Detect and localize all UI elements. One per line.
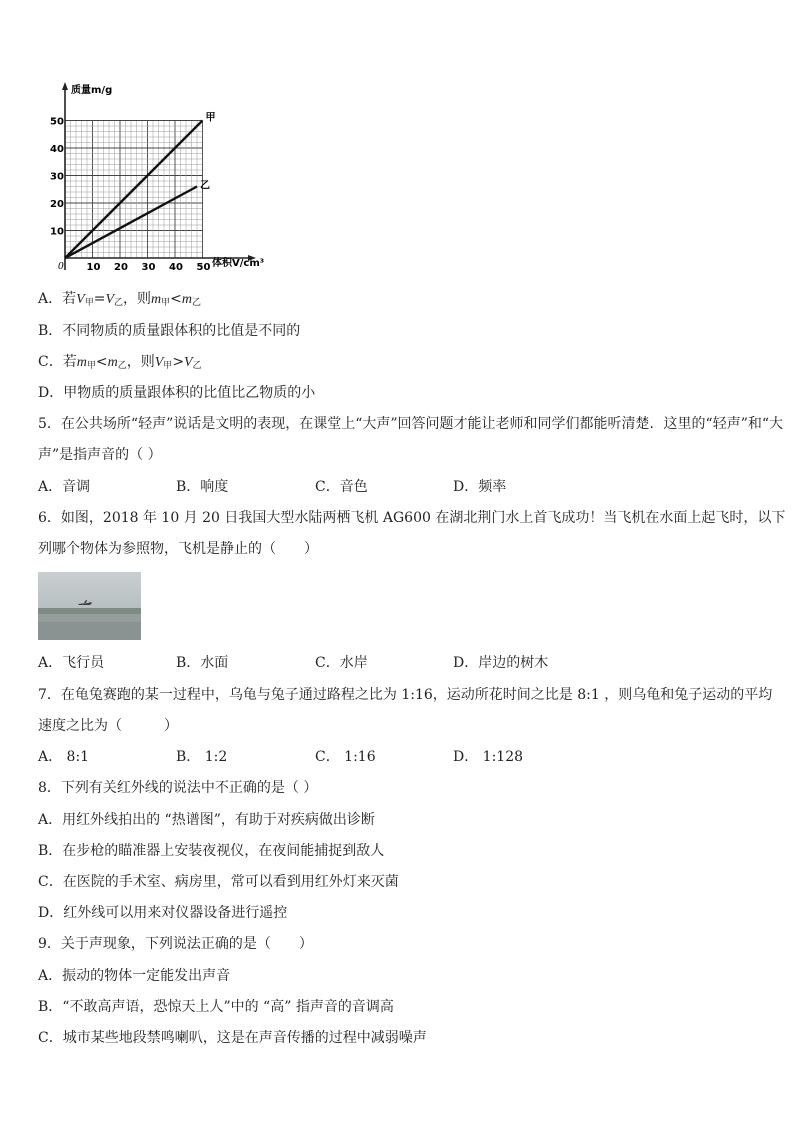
subscript-yi: 乙 xyxy=(192,361,202,371)
volume-symbol: V xyxy=(105,292,114,307)
q4-a-prefix: A．若 xyxy=(38,291,77,307)
q8-option-d[interactable]: D．红外线可以用来对仪器设备进行遥控 xyxy=(38,905,288,921)
q8-stem: 8．下列有关红外线的说法中不正确的是（ ） xyxy=(38,780,318,796)
q4-option-a[interactable] xyxy=(38,289,201,313)
q4-c-then: ，则 xyxy=(126,354,155,370)
subscript-jia: 甲 xyxy=(163,361,173,371)
q8-option-c[interactable]: C．在医院的手术室、病房里，常可以看到用红外灯来灭菌 xyxy=(38,874,399,890)
subscript-yi: 乙 xyxy=(117,361,127,371)
q5-option-b[interactable]: B．响度 xyxy=(176,479,229,495)
q7-option-c[interactable]: C． 1:16 xyxy=(315,749,376,765)
q5-stem-line2: 声”是指声音的（ ） xyxy=(38,447,162,463)
q9-option-a[interactable]: A．振动的物体一定能发出声音 xyxy=(38,968,231,984)
series-label-jia: 甲 xyxy=(205,112,216,124)
subscript-jia: 甲 xyxy=(86,361,96,371)
q7-stem-line1: 7．在龟兔赛跑的某一过程中，乌龟与兔子通过路程之比为 1:16，运动所花时间之比是 8:1 ，则乌龟和兔子运动的平均 xyxy=(38,687,773,703)
x-tick-label: 10 xyxy=(86,262,101,273)
origin-label: 0 xyxy=(58,260,64,272)
x-tick-label: 40 xyxy=(169,262,183,273)
y-tick-label: 50 xyxy=(50,116,64,128)
q7-stem-line2: 速度之比为（ ） xyxy=(38,718,178,734)
y-tick-label: 40 xyxy=(50,144,64,155)
subscript-jia: 甲 xyxy=(161,298,171,308)
mass-volume-chart xyxy=(50,80,280,275)
equals-sign: = xyxy=(93,291,106,307)
greater-than-sign: > xyxy=(172,354,185,370)
q8-option-a[interactable]: A．用红外线拍出的 “热谱图”，有助于对疾病做出诊断 xyxy=(38,812,375,828)
volume-symbol: V xyxy=(184,355,193,370)
q5-option-a[interactable]: A．音调 xyxy=(38,479,91,495)
q4-option-d[interactable]: D．甲物质的质量跟体积的比值比乙物质的小 xyxy=(38,385,316,401)
q6-option-b[interactable]: B．水面 xyxy=(176,655,229,671)
series-line-jia xyxy=(65,121,203,259)
x-tick-label: 30 xyxy=(141,262,156,273)
series-label-yi: 乙 xyxy=(200,180,210,192)
y-tick-label: 20 xyxy=(50,199,64,210)
q5-stem-line1: 5．在公共场所“轻声”说话是文明的表现，在课堂上“大声”回答问题才能让老师和同学们都能听清楚．这里的“轻声”和“大 xyxy=(38,416,784,432)
mass-symbol: m xyxy=(181,292,193,307)
subscript-jia: 甲 xyxy=(84,298,94,308)
q7-option-d[interactable]: D． 1:128 xyxy=(453,749,524,765)
q6-option-a[interactable]: A．飞行员 xyxy=(38,655,105,671)
volume-symbol: V xyxy=(76,292,85,307)
q7-option-b[interactable]: B． 1:2 xyxy=(176,749,228,765)
volume-symbol: V xyxy=(154,355,164,370)
q4-c-prefix: C．若 xyxy=(38,354,77,370)
q6-option-d[interactable]: D．岸边的树木 xyxy=(453,655,549,671)
q9-stem: 9．关于声现象，下列说法正确的是（ ） xyxy=(38,936,313,952)
q4-option-b[interactable]: B．不同物质的质量跟体积的比值是不同的 xyxy=(38,323,301,339)
y-axis-label: 质量m/g xyxy=(71,85,113,96)
x-tick-label: 20 xyxy=(114,262,128,273)
mass-symbol: m xyxy=(76,355,87,370)
subscript-yi: 乙 xyxy=(114,298,124,308)
q9-option-c[interactable]: C．城市某些地段禁鸣喇叭，这是在声音传播的过程中减弱噪声 xyxy=(38,1030,427,1046)
q4-a-then: ，则 xyxy=(123,291,152,307)
x-tick-label: 50 xyxy=(196,262,211,273)
q9-option-b[interactable]: B．“不敢高声语，恐惊天上人”中的 “高” 指声音的音调高 xyxy=(38,999,394,1015)
q6-stem-line1: 6．如图，2018 年 10 月 20 日我国大型水陆两栖飞机 AG600 在湖北荆门水上首飞成功！当飞机在水面上起飞时，以下 xyxy=(38,510,786,526)
less-than-sign: < xyxy=(170,291,182,307)
q4-option-c[interactable] xyxy=(38,352,202,376)
q5-option-c[interactable]: C．音色 xyxy=(315,479,368,495)
seaplane-photo xyxy=(38,572,141,640)
subscript-yi: 乙 xyxy=(192,298,202,308)
x-axis-label: 体积V/cm³ xyxy=(212,258,265,269)
y-axis-arrow xyxy=(62,82,68,90)
q7-option-a[interactable]: A． 8:1 xyxy=(38,749,90,765)
q5-option-d[interactable]: D．频率 xyxy=(453,479,507,495)
q8-option-b[interactable]: B．在步枪的瞄准器上安装夜视仪，在夜间能捕捉到敌人 xyxy=(38,843,385,859)
y-tick-label: 10 xyxy=(50,226,64,238)
less-than-sign: < xyxy=(95,354,108,370)
mass-symbol: m xyxy=(107,355,118,370)
y-tick-label: 30 xyxy=(50,171,64,183)
q6-stem-line2: 列哪个物体为参照物，飞机是静止的（ ） xyxy=(38,541,318,557)
q6-option-c[interactable]: C．水岸 xyxy=(315,655,368,671)
mass-symbol: m xyxy=(151,292,162,307)
